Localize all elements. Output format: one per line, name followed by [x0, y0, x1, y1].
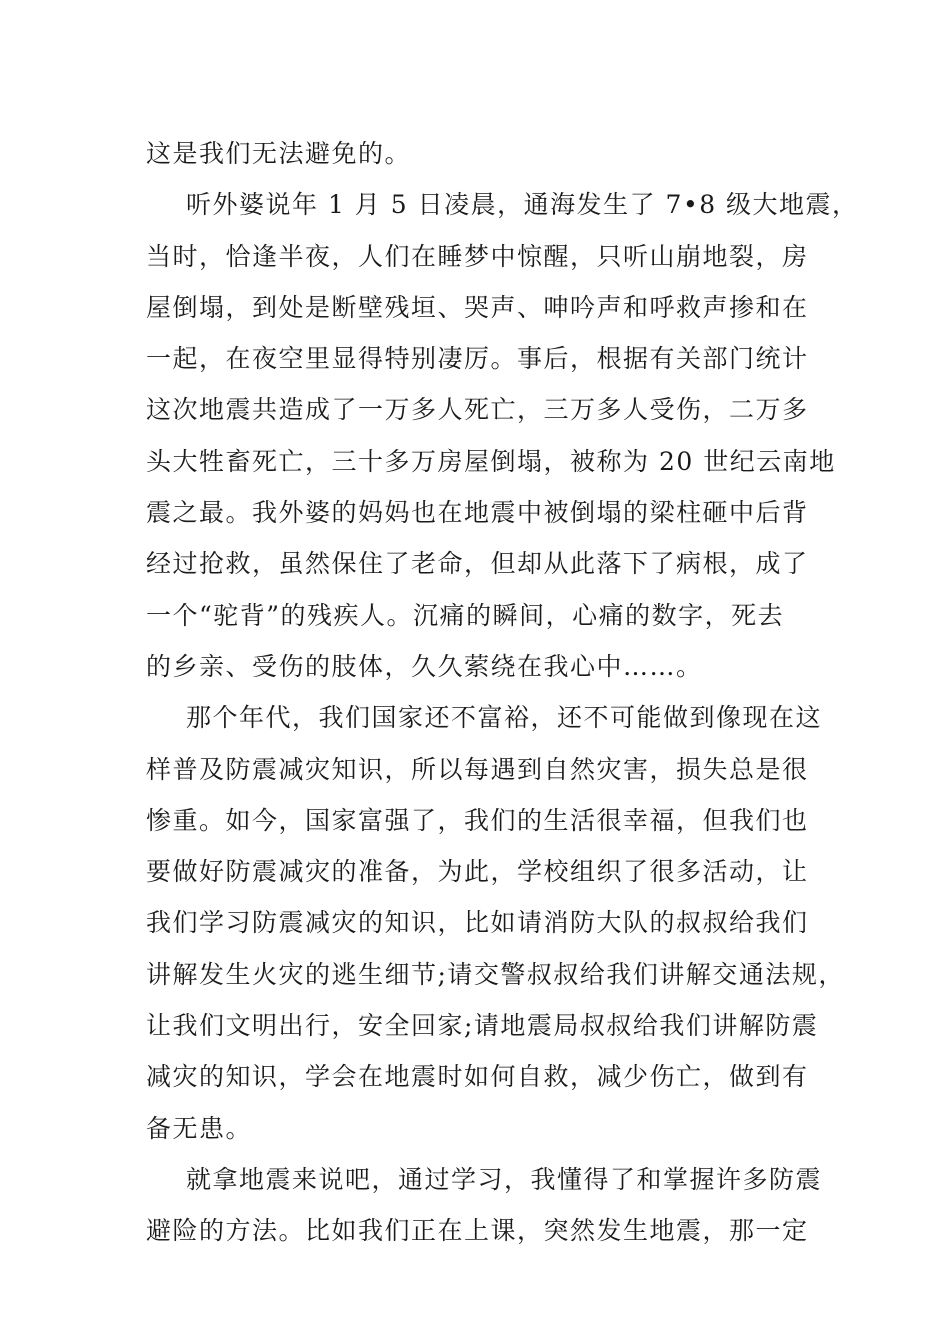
- text-line: 备无患。: [146, 1113, 253, 1143]
- text-line: 屋倒塌，到处是断壁残垣、哭声、呻吟声和呼救声掺和在: [146, 292, 809, 322]
- text-line: 震之最。我外婆的妈妈也在地震中被倒塌的梁柱砸中后背: [146, 498, 809, 528]
- text-line: 一起，在夜空里显得特别凄厉。事后，根据有关部门统计: [146, 344, 809, 374]
- paragraph-first-line: 那个年代，我们国家还不富裕，还不可能做到像现在这: [186, 703, 823, 733]
- paragraph-first-line: 就拿地震来说吧，通过学习，我懂得了和掌握许多防震: [186, 1164, 823, 1194]
- text-line: 惨重。如今，国家富强了，我们的生活很幸福，但我们也: [146, 805, 809, 835]
- text-line: 样普及防震减灾知识，所以每遇到自然灾害，损失总是很: [146, 754, 809, 784]
- text-line: 我们学习防震减灾的知识，比如请消防大队的叔叔给我们: [146, 908, 809, 938]
- text-line: 一个“驼背”的残疾人。沉痛的瞬间，心痛的数字，死去: [146, 600, 785, 630]
- paragraph-first-line: 听外婆说年 1 月 5 日凌晨，通海发生了 7•8 级大地震，: [186, 190, 859, 220]
- text-line: 头大牲畜死亡，三十多万房屋倒塌，被称为 20 世纪云南地: [146, 446, 836, 476]
- text-line: 避险的方法。比如我们正在上课，突然发生地震，那一定: [146, 1216, 809, 1246]
- text-line: 减灾的知识，学会在地震时如何自救，减少伤亡，做到有: [146, 1062, 809, 1092]
- text-line: 这是我们无法避免的。: [146, 139, 412, 168]
- text-line: 经过抢救，虽然保住了老命，但却从此落下了病根，成了: [146, 549, 809, 579]
- text-line: 让我们文明出行，安全回家;请地震局叔叔给我们讲解防震: [146, 1011, 819, 1041]
- text-line: 当时，恰逢半夜，人们在睡梦中惊醒，只听山崩地裂，房: [146, 241, 809, 271]
- text-line: 这次地震共造成了一万多人死亡，三万多人受伤，二万多: [146, 395, 809, 425]
- text-line: 的乡亲、受伤的肢体，久久萦绕在我心中……。: [146, 651, 703, 681]
- text-line: 要做好防震减灾的准备，为此，学校组织了很多活动，让: [146, 857, 809, 887]
- essay-body: [146, 128, 859, 1257]
- text-line: 讲解发生火灾的逃生细节;请交警叔叔给我们讲解交通法规，: [146, 959, 845, 989]
